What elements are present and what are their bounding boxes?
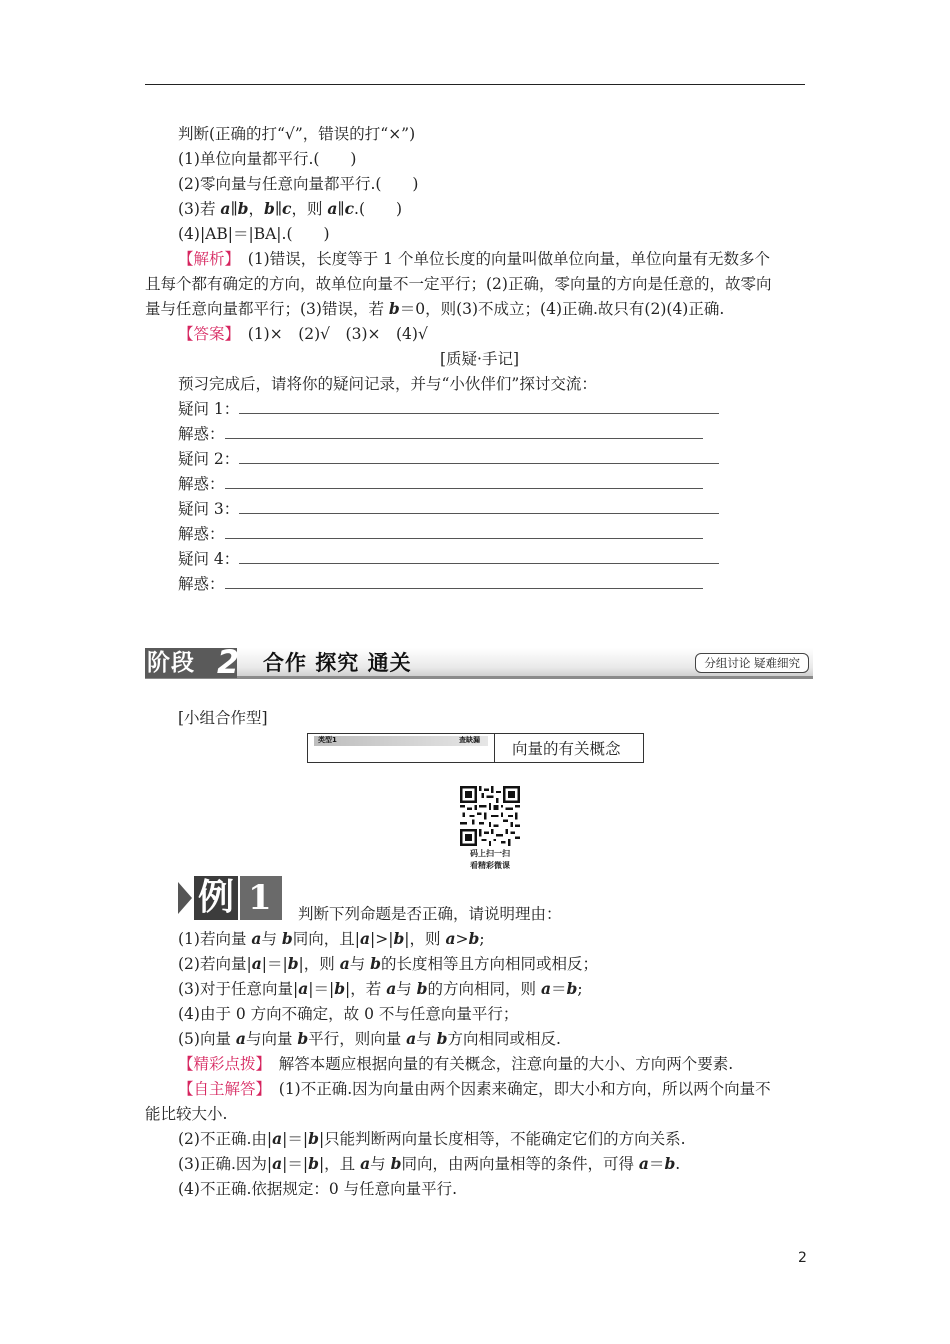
- answer-blank[interactable]: [239, 549, 719, 564]
- example-number: 1: [248, 878, 272, 918]
- vector-b: b: [281, 929, 293, 948]
- example-badge: [178, 876, 282, 920]
- vector-a: a: [359, 929, 370, 948]
- solution-item-3: [178, 1154, 680, 1174]
- text: 的方向相同，则: [427, 980, 541, 998]
- qr-code-icon[interactable]: [460, 786, 520, 846]
- answer-text: (1)× (2)√ (3)× (4)√: [232, 325, 428, 343]
- text: (3)若: [178, 200, 221, 218]
- text: |，且: [318, 1155, 361, 1173]
- solution-label: 【自主解答】: [178, 1080, 264, 1098]
- vector-b: b: [287, 954, 299, 973]
- vector-a: a: [540, 979, 551, 998]
- stage-banner: [145, 643, 813, 681]
- type-title: 向量的有关概念: [512, 740, 621, 758]
- text: |，若: [345, 980, 387, 998]
- row-label: 疑问 2：: [178, 450, 240, 468]
- answer-label: 【答案】: [178, 325, 233, 343]
- vector-a: a: [406, 1029, 417, 1048]
- resolve-row-3: [178, 524, 703, 544]
- notes-heading: [质疑·手记]: [440, 350, 520, 368]
- text: ∥: [230, 200, 238, 218]
- analysis-text: (1)错误，长度等于 1 个单位长度的向量叫做单位向量，单位向量有无数多个: [232, 250, 770, 268]
- vector-b: b: [664, 1154, 676, 1173]
- solution-line-2: 能比较大小.: [145, 1105, 228, 1123]
- text: |＝|: [261, 955, 288, 973]
- text: .( ): [354, 200, 403, 218]
- vector-a: a: [360, 1154, 371, 1173]
- type-box: [307, 733, 644, 763]
- answer-blank[interactable]: [225, 424, 703, 439]
- solution-item-4: (4)不正确.依据规定：0 与任意向量平行.: [178, 1180, 458, 1198]
- question-row-4: [178, 549, 719, 569]
- text: ＝: [551, 980, 567, 998]
- row-label: 疑问 3：: [178, 500, 240, 518]
- text: ;: [479, 930, 485, 948]
- text: 与: [349, 955, 371, 973]
- text: 方向相同或相反.: [447, 1030, 561, 1048]
- text: ＝0，则(3)不成立；(4)正确.故只有(2)(4)正确.: [399, 300, 725, 318]
- text: |＝|: [282, 1130, 309, 1148]
- judge-item-1: (1)单位向量都平行.( ): [178, 150, 357, 168]
- vector-a: a: [339, 954, 350, 973]
- hint-label: 【精彩点拨】: [178, 1055, 264, 1073]
- text: 与向量: [245, 1030, 298, 1048]
- text: 平行，则向量: [308, 1030, 407, 1048]
- row-label: 疑问 4：: [178, 550, 240, 568]
- analysis-line-3: [145, 299, 724, 319]
- vector-b: b: [297, 1029, 309, 1048]
- answer-line: [178, 324, 428, 344]
- resolve-row-1: [178, 424, 703, 444]
- text: (5)向量: [178, 1030, 236, 1048]
- vector-c: c: [344, 199, 355, 218]
- vector-b: b: [263, 199, 275, 218]
- text: 与: [396, 980, 417, 998]
- vector-a: a: [220, 199, 231, 218]
- row-label: 解惑：: [178, 525, 225, 543]
- vector-a: a: [638, 1154, 649, 1173]
- vector-b: b: [436, 1029, 448, 1048]
- hint-text: 解答本题应根据向量的有关概念，注意向量的大小、方向两个要素.: [263, 1055, 734, 1073]
- vector-a: a: [445, 929, 456, 948]
- text: 同向，且|: [292, 930, 360, 948]
- type-label: 类型1: [318, 736, 337, 744]
- vector-a: a: [251, 954, 262, 973]
- answer-blank[interactable]: [225, 524, 703, 539]
- text: (2)若向量|: [178, 955, 252, 973]
- type-tag: 查缺漏: [459, 736, 480, 744]
- text: |＝|: [308, 980, 335, 998]
- solution-text: (1)不正确.因为向量由两个因素来确定，即大小和方向，所以两个向量不: [263, 1080, 771, 1098]
- text: |，则: [404, 930, 446, 948]
- type-header: [308, 734, 495, 762]
- analysis-line-2: 且每个都有确定的方向，故单位向量不一定平行；(2)正确，零向量的方向是任意的，故零向: [145, 275, 772, 293]
- vector-a: a: [327, 199, 338, 218]
- vector-b: b: [237, 199, 249, 218]
- text: |，则: [298, 955, 340, 973]
- stage-badge: [145, 643, 240, 681]
- vector-b: b: [416, 979, 428, 998]
- answer-blank[interactable]: [225, 574, 703, 589]
- text: .: [675, 1155, 681, 1173]
- text: ，则: [291, 200, 328, 218]
- vector-a: a: [272, 1154, 283, 1173]
- text: >: [455, 930, 469, 948]
- text: (3)正确.因为|: [178, 1155, 273, 1173]
- vector-b: b: [566, 979, 578, 998]
- question-row-3: [178, 499, 719, 519]
- vector-a: a: [235, 1029, 246, 1048]
- vector-a: a: [272, 1129, 283, 1148]
- judge-item-2: (2)零向量与任意向量都平行.( ): [178, 175, 419, 193]
- vector-b: b: [390, 1154, 402, 1173]
- solution-line-1: [178, 1079, 771, 1099]
- qr-caption-2: 看精彩微课: [470, 861, 510, 870]
- hint-line: [178, 1054, 733, 1074]
- question-row-2: [178, 449, 719, 469]
- analysis-label: 【解析】: [178, 250, 233, 268]
- text: 的长度相等且方向相同或相反；: [381, 955, 599, 973]
- vector-b: b: [468, 929, 480, 948]
- vector-b: b: [308, 1129, 319, 1148]
- question-row-1: [178, 399, 719, 419]
- answer-blank[interactable]: [225, 474, 703, 489]
- vector-b: b: [393, 929, 405, 948]
- text: ∥: [337, 200, 345, 218]
- text: |＝|: [282, 1155, 309, 1173]
- text: ∥: [274, 200, 282, 218]
- group-heading: [小组合作型]: [178, 709, 268, 727]
- vector-a: a: [251, 929, 262, 948]
- vector-a: a: [298, 979, 309, 998]
- qr-caption-1: 码上扫一扫: [470, 849, 510, 858]
- vector-a: a: [386, 979, 397, 998]
- banner-title: 合作 探究 通关: [263, 651, 412, 675]
- text: 同向，由两向量相等的条件，可得: [401, 1155, 639, 1173]
- row-label: 解惑：: [178, 425, 225, 443]
- vector-b: b: [370, 954, 382, 973]
- text: ，: [248, 200, 264, 218]
- row-label: 解惑：: [178, 475, 225, 493]
- proposition-3: [178, 979, 583, 999]
- judge-item-3: [178, 199, 402, 219]
- vector-c: c: [281, 199, 292, 218]
- notes-intro: 预习完成后，请将你的疑问记录，并与“小伙伴们”探讨交流：: [178, 375, 597, 393]
- proposition-4: (4)由于 0 方向不确定，故 0 不与任意向量平行；: [178, 1005, 519, 1023]
- judge-title: 判断(正确的打“√”，错误的打“×”): [178, 125, 416, 143]
- vector-b: b: [334, 979, 346, 998]
- vector-b: b: [388, 299, 400, 318]
- banner-tag: 分组讨论 疑难细究: [695, 653, 809, 673]
- resolve-row-4: [178, 574, 703, 594]
- stage-label: 阶段: [147, 650, 195, 676]
- text: 与: [416, 1030, 437, 1048]
- proposition-5: [178, 1029, 561, 1049]
- resolve-row-2: [178, 474, 703, 494]
- solution-item-2: [178, 1129, 686, 1149]
- text: ＝: [648, 1155, 665, 1173]
- text: ;: [577, 980, 583, 998]
- text: (1)若向量: [178, 930, 252, 948]
- row-label: 解惑：: [178, 575, 225, 593]
- answer-blank[interactable]: [239, 499, 719, 514]
- text: |只能判断两向量长度相等，不能确定它们的方向关系.: [318, 1130, 686, 1148]
- text: (3)对于任意向量|: [178, 980, 299, 998]
- judge-item-4: (4)|AB|＝|BA|.( ): [178, 225, 330, 243]
- text: 量与任意向量都平行；(3)错误，若: [145, 300, 389, 318]
- text: 与: [370, 1155, 391, 1173]
- example-prompt: 判断下列命题是否正确，请说明理由：: [298, 905, 562, 923]
- page-number: 2: [798, 1250, 807, 1266]
- analysis-line-1: [178, 249, 770, 269]
- text: |>|: [370, 930, 394, 948]
- proposition-1: [178, 929, 485, 949]
- text: 与: [261, 930, 282, 948]
- row-label: 疑问 1：: [178, 400, 240, 418]
- proposition-2: [178, 954, 598, 974]
- vector-b: b: [308, 1154, 319, 1173]
- answer-blank[interactable]: [239, 399, 719, 414]
- stage-number: 2: [217, 643, 240, 681]
- header-rule: [145, 84, 805, 85]
- answer-blank[interactable]: [239, 449, 719, 464]
- example-char: 例: [198, 877, 235, 918]
- text: (2)不正确.由|: [178, 1130, 273, 1148]
